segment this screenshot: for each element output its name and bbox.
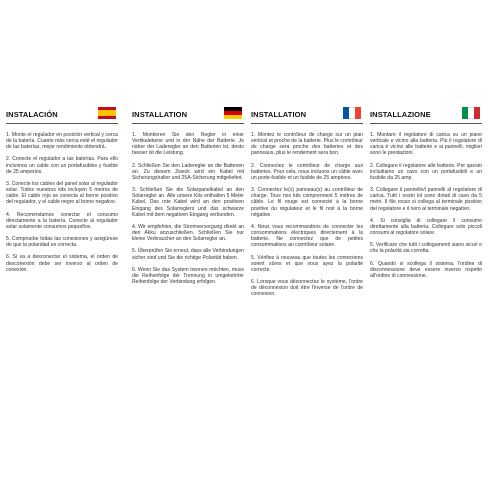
instruction-step: 3. Collegare il pannello/i pannelli al regolatore di carica. Tutti i nostri kit sono dotati di cavo da 5 metri. Il filo rosso si collega al terminale positivo del regolatore e il nero al terminale negativo. <box>370 187 482 212</box>
instruction-step: 2. Schließen Sie den Laderegler an die Batterien an. Zu diesem Zweck wird ein Kabel mit Sicherungshalter und 25A-Sicherung mitgeliefert. <box>132 162 244 181</box>
section-header <box>132 95 244 124</box>
instruction-step: 3. Schließen Sie die Solarpanelkabel an den Solarregler an. Alle unsere Kits enthalten 5 Meter Kabel. Das rote Kabel wird an den positiven Eingang des Solarreglers und das schwarze Kabel mit dem negativen Eingang verbunden. <box>132 187 244 218</box>
instruction-step: 4. Si consiglia di collegare il consumo direttamente alla batteria. Collegare solo piccoli consumi al regolatore solare. <box>370 217 482 237</box>
instruction-list <box>370 132 482 279</box>
section-header <box>6 95 118 124</box>
instruction-step: 6. Lorsque vous déconnectez le système, l'ordre de déconnexion doit être l'inverse de l'ordre de connexion. <box>251 278 363 298</box>
section-header <box>370 95 482 124</box>
section-header <box>251 95 363 124</box>
instruction-step: 5. Verificare che tutti i collegamenti siano sicuri e che la polarità sia corretta. <box>370 242 482 255</box>
instruction-step: 2. Connectez le contrôleur de charge aux batteries. Pour cela, nous incluons un câble avec un porte-fusible et un fusible de 25 ampères. <box>251 162 363 181</box>
instruction-step: 2. Collegare il regolatore alle batterie. Per questo includiamo un cavo con un portafusibili e un fusibile da 25 amp. <box>370 162 482 181</box>
instruction-step: 1. Montez le contrôleur de charge sur un plan vertical et proche de la batterie. Plus le contrôleur de charge sera proche des batteries et des panneaux, plus le rendement sera bon. <box>251 132 363 157</box>
column-german <box>132 95 244 291</box>
spain-flag <box>98 107 116 119</box>
instruction-step: 4. Recomendamos conectar el consumo directamente a la batería. Conecte al regulador solar solamente consumos pequeños. <box>6 211 118 230</box>
instruction-list <box>251 132 363 297</box>
section-title: INSTALLATION <box>132 110 188 119</box>
column-french <box>251 95 363 303</box>
instruction-step: 6. Si va a desconectar el sistema, el orden de desconexión debe ser inverso al orden de conexión. <box>6 254 118 273</box>
instruction-step: 3. Connectez le(s) panneau(x) au contrôleur de charge. Tous nos kits comprennent 5 mètres de câble. Le fil rouge est connecté à la borne positive du régulateur et le fil noir à la borne négative. <box>251 187 363 218</box>
instruction-step: 1. Montieren Sie den Regler in einer Vertikalebene und in der Nähe der Batterie. Je näher der Laderegler an den Batterien ist, desto besser ist die Leistung. <box>132 132 244 157</box>
instruction-step: 5. Vérifiez à nouveau que toutes les connexions soient sûres et que vous ayez la polarité correcte. <box>251 254 363 273</box>
instruction-step: 1. Monte el regulador en posición vertical y cerca de la batería. Cuanto más cerca esté el regulador de las baterías, mejor rendimiento obtendrá. <box>6 132 118 151</box>
instruction-step: 2. Conecte el regulador a las baterías. Para ello incluimos un cable con un portafusibles y fusible de 25 amperios. <box>6 156 118 175</box>
instruction-step: 6. Quando si scollega il sistema, l'ordine di disconnessione deve essere inverso rispetto all'ordine di connessione. <box>370 260 482 279</box>
italy-flag <box>462 107 480 119</box>
france-flag <box>343 107 361 119</box>
section-title: INSTALLATION <box>251 110 307 119</box>
column-italian <box>370 95 482 285</box>
instruction-step: 4. Wir empfehlen, die Stromversorgung direkt an den Akku anzuschließen. Schließen Sie nur kleine Verbraucher an den Solarregler an. <box>132 223 244 243</box>
germany-flag <box>224 107 242 119</box>
column-spanish <box>6 95 118 279</box>
section-title: INSTALACIÓN <box>6 110 58 119</box>
instruction-step: 1. Montare il regolatore di carica su un piano verticale e vicino alla batteria. Più il regolatore di carica è vicino alle batterie e ai pannelli, migliori sono le prestazioni. <box>370 132 482 157</box>
instruction-step: 3. Conecte los cables del panel solar al regulador solar. Todos nuestros kits incluyen 5 metros de cable. El cable rojo se conecta al borne positivo del regulador, y el cable negro al borne negativo. <box>6 180 118 206</box>
instruction-step: 4. Nous vous recommandons de connecter les consommations électriques directement à la batterie. Ne connectez que de petites consommations au contrôleur solaire. <box>251 223 363 249</box>
instruction-step: 5. Überprüfen Sie erneut, dass alle Verbindungen sicher sind und Sie die richtige Polarität haben. <box>132 248 244 261</box>
instruction-list <box>6 132 118 273</box>
section-title: INSTALLAZIONE <box>370 110 431 119</box>
instruction-step: 6. Wenn Sie das System trennen möchten, muss die Reihenfolge der Trennung in umgekehrter Reihenfolge der Verbindung erfolgen. <box>132 266 244 285</box>
instruction-list <box>132 132 244 285</box>
instruction-step: 5. Compruebe todas las conexiones y asegúrese de que la polaridad es correcta. <box>6 236 118 249</box>
